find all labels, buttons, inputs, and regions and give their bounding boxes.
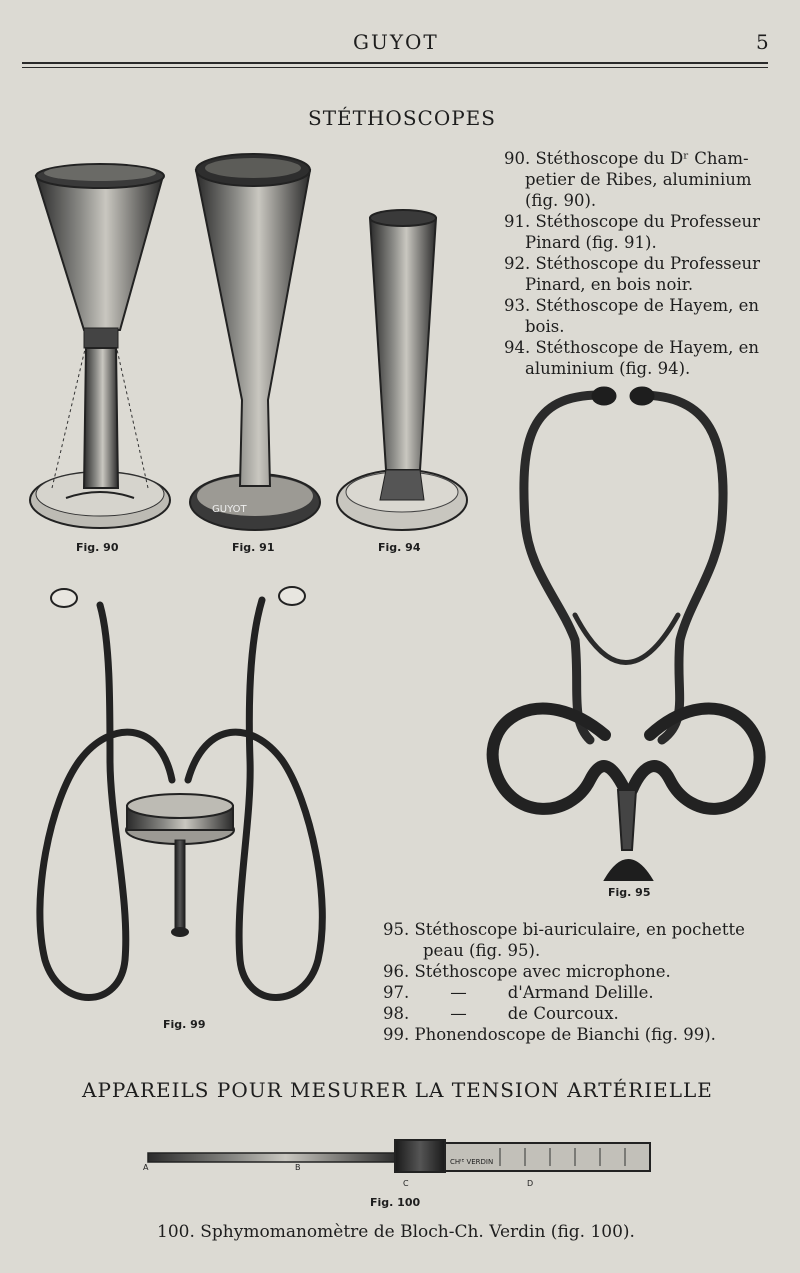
fig-94-stethoscope-illustration (337, 210, 467, 530)
point-b-label: B (295, 1163, 301, 1172)
caption-fig-99: Fig. 99 (163, 1018, 206, 1031)
list-item: 95. Stéthoscope bi-auriculaire, en pochette peau (fig. 95). (383, 920, 745, 960)
page-number: 5 (756, 30, 771, 54)
list-item: 98. — de Courcoux. (383, 1004, 619, 1023)
running-header-title: GUYOT (353, 30, 439, 54)
list-item: 92. Stéthoscope du Professeur Pinard, en bois noir. (504, 254, 761, 294)
section-title-tension-arterielle: APPAREILS POUR MESURER LA TENSION ARTÉRIELLE (82, 1078, 713, 1102)
list-item: 93. Stéthoscope de Hayem, en bois. (504, 296, 760, 336)
guyot-base-mark: GUYOT (212, 504, 247, 515)
caption-fig-95: Fig. 95 (608, 886, 651, 899)
caption-fig-91: Fig. 91 (232, 541, 275, 554)
fig-99-phonendoscope-illustration (40, 587, 322, 998)
verdin-label: CHᴵᴱ VERDIN (450, 1158, 494, 1166)
fig-95-binaural-stethoscope-illustration (493, 387, 760, 880)
caption-fig-90: Fig. 90 (76, 541, 119, 554)
entries-top-list (504, 148, 784, 379)
point-c-label: C (403, 1179, 409, 1188)
caption-fig-100: Fig. 100 (370, 1196, 421, 1209)
list-item: 90. Stéthoscope du Dʳ Cham- petier de Ribes, aluminium (fig. 90). (504, 149, 752, 210)
point-a-label: A (143, 1163, 149, 1172)
caption-fig-94: Fig. 94 (378, 541, 421, 554)
list-item: 91. Stéthoscope du Professeur Pinard (fig. 91). (504, 212, 761, 252)
fig-100-sphygmomanometer-illustration (143, 1140, 650, 1188)
list-item: 96. Stéthoscope avec microphone. (383, 962, 671, 981)
entries-bottom-list (383, 919, 783, 1045)
list-item: 97. — d'Armand Delille. (383, 983, 654, 1002)
point-d-label: D (527, 1179, 534, 1188)
fig-90-stethoscope-illustration (30, 164, 170, 528)
fig-91-stethoscope-illustration (190, 154, 320, 530)
entry-100: 100. Sphymomanomètre de Bloch-Ch. Verdin (fig. 100). (157, 1222, 635, 1242)
list-item: 94. Stéthoscope de Hayem, en aluminium (fig. 94). (504, 338, 760, 378)
list-item: 99. Phonendoscope de Bianchi (fig. 99). (383, 1025, 716, 1044)
section-title-stethoscopes: STÉTHOSCOPES (308, 106, 496, 130)
